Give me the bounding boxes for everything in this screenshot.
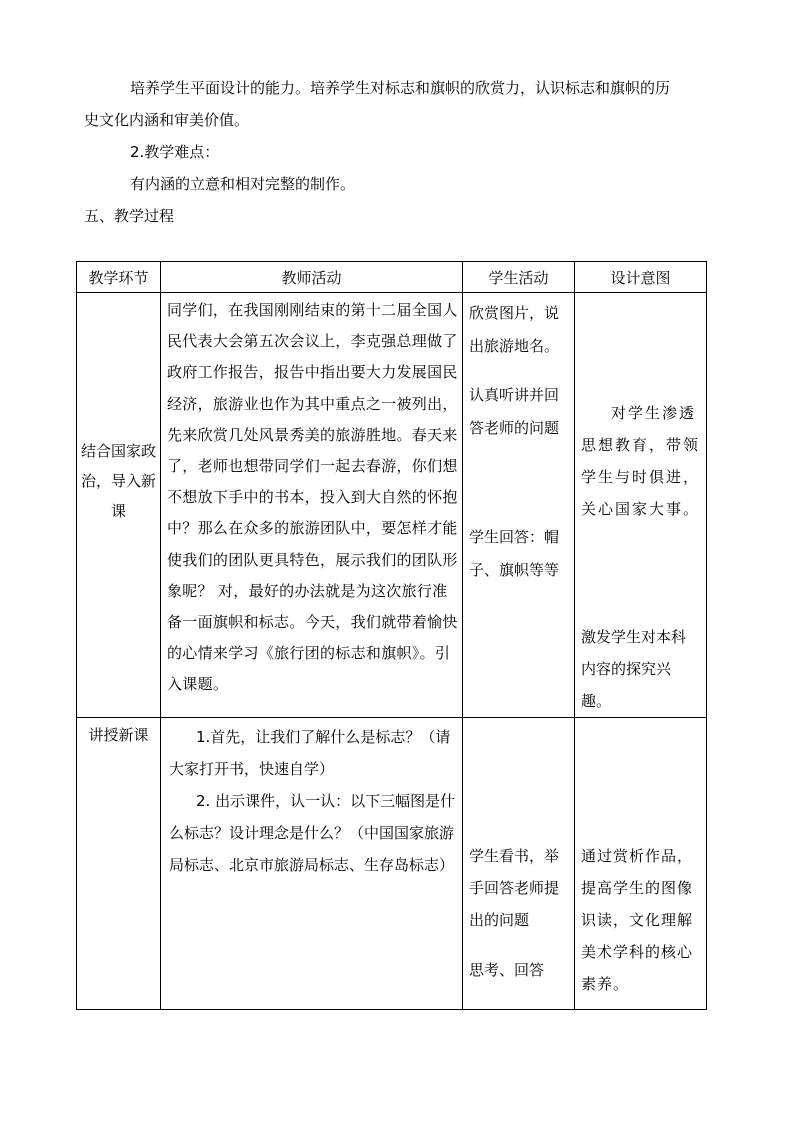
design-cell xyxy=(575,293,707,718)
difficulty-text: 有内涵的立意和相对完整的制作。 xyxy=(130,175,356,193)
design-text-1: 对学生渗透思想教育，带领学生与时俱进，关心国家大事。 xyxy=(581,404,701,518)
teaching-process-table xyxy=(76,261,707,1010)
student-text-1: 欣赏图片，说出旅游地名。 xyxy=(469,304,560,355)
student-cell xyxy=(463,718,575,1010)
student-cell xyxy=(463,293,575,718)
intro-line-1: 培养学生平面设计的能力。培养学生对标志和旗帜的欣赏力，认识标志和旗帜的历 xyxy=(130,79,671,97)
teacher-text: 同学们，在我国刚刚结束的第十二届全国人民代表大会第五次会议上，李克强总理做了政府工作报告，报告中指出要大力发展国民经济，旅游业也作为其中重点之一被列出，先来欣赏几处风景秀美的旅游胜地。春天来了，老师也想带同学们一起去春游，你们想不想放下手中的书本，投入到大自然的怀抱中？那么在众多的旅游团队中，要怎样才能使我们的团队更具特色，展示我们的团队形象呢？ 对，最好的办法就是为这次旅行准备一面旗帜和标志。今天，我们就带着愉快的心情来学习《旅行团的标志和旗帜》。引入课题。 xyxy=(167,301,458,694)
difficulty-heading: 2.教学难点： xyxy=(130,143,220,161)
table-header-row xyxy=(77,262,707,293)
design-cell xyxy=(575,718,707,1010)
header-design: 设计意图 xyxy=(575,262,707,293)
student-text-3: 学生回答：帽子、旗帜等等 xyxy=(469,528,560,579)
teacher-text-1: 1.首先，让我们了解什么是标志？（请大家打开书，快速自学） xyxy=(169,728,451,778)
design-text-1: 通过赏析作品，提高学生的图像识读，文化理解美术学科的核心素养。 xyxy=(581,847,694,993)
header-student: 学生活动 xyxy=(463,262,575,293)
student-text-2: 思考、回答 xyxy=(469,961,545,979)
table-row xyxy=(77,293,707,718)
student-text-1: 学生看书，举手回答老师提出的问题 xyxy=(469,847,560,929)
stage-text: 结合国家政治，导入新课 xyxy=(81,442,157,520)
intro-line-2: 史文化内涵和审美价值。 xyxy=(84,111,250,129)
table-row xyxy=(77,718,707,1010)
stage-text: 讲授新课 xyxy=(88,726,149,744)
section-heading: 五、教学过程 xyxy=(84,207,175,225)
header-teacher: 教师活动 xyxy=(161,262,463,293)
stage-cell xyxy=(77,718,161,1010)
header-stage: 教学环节 xyxy=(77,262,161,293)
student-text-2: 认真听讲并回答老师的问题 xyxy=(469,386,560,437)
teacher-text-2: 2. 出示课件，认一认：以下三幅图是什么标志？设计理念是什么？（中国国家旅游局标志、北京市旅游局标志、生存岛标志） xyxy=(169,792,456,874)
teacher-cell xyxy=(161,293,463,718)
stage-cell xyxy=(77,293,161,718)
teacher-cell xyxy=(161,718,463,1010)
design-text-2: 激发学生对本科内容的探究兴趣。 xyxy=(581,628,687,710)
